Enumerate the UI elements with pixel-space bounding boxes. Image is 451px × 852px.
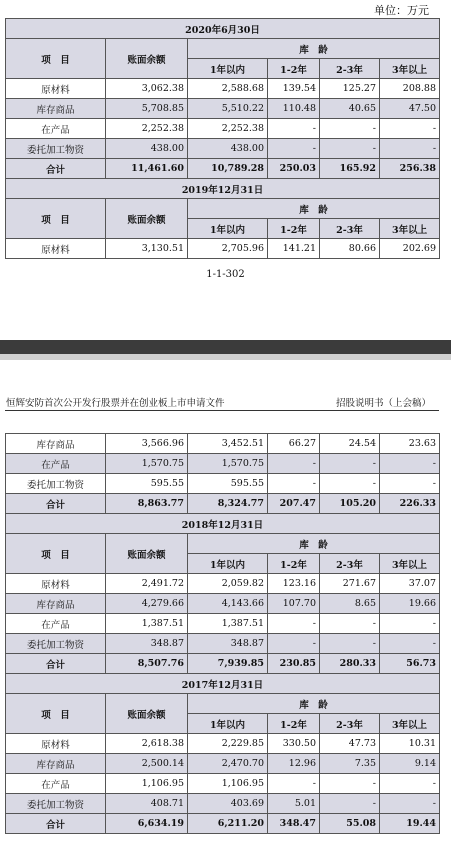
table-row bbox=[6, 99, 440, 119]
age-within-1y-cell: 2,470.70 bbox=[188, 754, 268, 774]
header-item: 项 目 bbox=[6, 39, 106, 79]
item-name: 在产品 bbox=[6, 454, 106, 474]
age-over-3y-cell: 256.38 bbox=[380, 159, 440, 179]
age-over-3y-cell: - bbox=[380, 119, 440, 139]
table-row bbox=[6, 434, 440, 454]
book-balance-cell: 3,130.51 bbox=[106, 239, 188, 259]
header-row bbox=[6, 39, 440, 59]
age-2-3y-cell: - bbox=[320, 634, 380, 654]
age-within-1y-cell: 2,252.38 bbox=[188, 119, 268, 139]
item-name: 合计 bbox=[6, 494, 106, 514]
age-over-3y-cell: - bbox=[380, 794, 440, 814]
item-name: 合计 bbox=[6, 159, 106, 179]
item-name: 库存商品 bbox=[6, 754, 106, 774]
item-name: 原材料 bbox=[6, 734, 106, 754]
age-within-1y-cell: 8,324.77 bbox=[188, 494, 268, 514]
age-2-3y-cell: - bbox=[320, 454, 380, 474]
item-name: 在产品 bbox=[6, 774, 106, 794]
header-within-1y: 1年以内 bbox=[188, 714, 268, 734]
age-1-2y-cell: 348.47 bbox=[268, 814, 320, 834]
age-2-3y-cell: 105.20 bbox=[320, 494, 380, 514]
item-name: 合计 bbox=[6, 814, 106, 834]
age-within-1y-cell: 10,789.28 bbox=[188, 159, 268, 179]
age-within-1y-cell: 7,939.85 bbox=[188, 654, 268, 674]
header-book-balance: 账面余额 bbox=[106, 694, 188, 734]
age-2-3y-cell: 55.08 bbox=[320, 814, 380, 834]
page-number: 1-1-302 bbox=[206, 269, 245, 280]
book-balance-cell: 595.55 bbox=[106, 474, 188, 494]
header-over-3y: 3年以上 bbox=[380, 714, 440, 734]
total-row bbox=[6, 494, 440, 514]
age-2-3y-cell: - bbox=[320, 139, 380, 159]
total-row bbox=[6, 159, 440, 179]
header-age: 库 龄 bbox=[188, 39, 440, 59]
age-2-3y-cell: - bbox=[320, 614, 380, 634]
book-balance-cell: 5,708.85 bbox=[106, 99, 188, 119]
age-within-1y-cell: 1,106.95 bbox=[188, 774, 268, 794]
age-over-3y-cell: - bbox=[380, 634, 440, 654]
book-balance-cell: 4,279.66 bbox=[106, 594, 188, 614]
age-2-3y-cell: - bbox=[320, 774, 380, 794]
header-1-2y: 1-2年 bbox=[268, 714, 320, 734]
page-break-bar bbox=[0, 340, 451, 354]
age-within-1y-cell: 5,510.22 bbox=[188, 99, 268, 119]
age-1-2y-cell: - bbox=[268, 119, 320, 139]
item-name: 委托加工物资 bbox=[6, 474, 106, 494]
total-row bbox=[6, 814, 440, 834]
table-row bbox=[6, 734, 440, 754]
age-within-1y-cell: 3,452.51 bbox=[188, 434, 268, 454]
book-balance-cell: 2,500.14 bbox=[106, 754, 188, 774]
table-row bbox=[6, 594, 440, 614]
age-2-3y-cell: - bbox=[320, 474, 380, 494]
header-over-3y: 3年以上 bbox=[380, 59, 440, 79]
age-within-1y-cell: 2,059.82 bbox=[188, 574, 268, 594]
age-1-2y-cell: 230.85 bbox=[268, 654, 320, 674]
table-row bbox=[6, 79, 440, 99]
item-name: 库存商品 bbox=[6, 594, 106, 614]
header-1-2y: 1-2年 bbox=[268, 59, 320, 79]
header-item: 项 目 bbox=[6, 694, 106, 734]
running-header-left: 恒辉安防首次公开发行股票并在创业板上市申请文件 bbox=[6, 398, 225, 409]
age-1-2y-cell: 139.54 bbox=[268, 79, 320, 99]
book-balance-cell: 2,618.38 bbox=[106, 734, 188, 754]
item-name: 原材料 bbox=[6, 79, 106, 99]
age-over-3y-cell: 19.44 bbox=[380, 814, 440, 834]
age-1-2y-cell: 110.48 bbox=[268, 99, 320, 119]
age-within-1y-cell: 1,387.51 bbox=[188, 614, 268, 634]
table-row bbox=[6, 119, 440, 139]
item-name: 库存商品 bbox=[6, 434, 106, 454]
age-1-2y-cell: - bbox=[268, 614, 320, 634]
book-balance-cell: 6,634.19 bbox=[106, 814, 188, 834]
header-over-3y: 3年以上 bbox=[380, 219, 440, 239]
item-name: 委托加工物资 bbox=[6, 139, 106, 159]
age-over-3y-cell: 202.69 bbox=[380, 239, 440, 259]
section-title: 2019年12月31日 bbox=[6, 179, 440, 199]
age-over-3y-cell: 37.07 bbox=[380, 574, 440, 594]
age-1-2y-cell: 141.21 bbox=[268, 239, 320, 259]
header-age: 库 龄 bbox=[188, 199, 440, 219]
age-2-3y-cell: 125.27 bbox=[320, 79, 380, 99]
age-over-3y-cell: - bbox=[380, 474, 440, 494]
age-2-3y-cell: 7.35 bbox=[320, 754, 380, 774]
age-over-3y-cell: - bbox=[380, 139, 440, 159]
book-balance-cell: 3,062.38 bbox=[106, 79, 188, 99]
age-2-3y-cell: 24.54 bbox=[320, 434, 380, 454]
section-title: 2020年6月30日 bbox=[6, 19, 440, 39]
item-name: 委托加工物资 bbox=[6, 634, 106, 654]
item-name: 原材料 bbox=[6, 574, 106, 594]
total-row bbox=[6, 654, 440, 674]
section-title: 2017年12月31日 bbox=[6, 674, 440, 694]
age-1-2y-cell: - bbox=[268, 474, 320, 494]
table-row bbox=[6, 614, 440, 634]
age-1-2y-cell: 66.27 bbox=[268, 434, 320, 454]
age-within-1y-cell: 595.55 bbox=[188, 474, 268, 494]
section-title: 2018年12月31日 bbox=[6, 514, 440, 534]
header-row bbox=[6, 694, 440, 714]
age-2-3y-cell: 8.65 bbox=[320, 594, 380, 614]
item-name: 委托加工物资 bbox=[6, 794, 106, 814]
table-row bbox=[6, 754, 440, 774]
table-row bbox=[6, 474, 440, 494]
age-2-3y-cell: - bbox=[320, 119, 380, 139]
age-2-3y-cell: 80.66 bbox=[320, 239, 380, 259]
book-balance-cell: 2,491.72 bbox=[106, 574, 188, 594]
book-balance-cell: 2,252.38 bbox=[106, 119, 188, 139]
age-2-3y-cell: - bbox=[320, 794, 380, 814]
header-rule bbox=[5, 410, 439, 411]
header-row bbox=[6, 199, 440, 219]
header-book-balance: 账面余额 bbox=[106, 39, 188, 79]
age-over-3y-cell: 23.63 bbox=[380, 434, 440, 454]
age-1-2y-cell: - bbox=[268, 634, 320, 654]
age-1-2y-cell: 123.16 bbox=[268, 574, 320, 594]
header-1-2y: 1-2年 bbox=[268, 554, 320, 574]
age-over-3y-cell: 19.66 bbox=[380, 594, 440, 614]
book-balance-cell: 1,106.95 bbox=[106, 774, 188, 794]
age-within-1y-cell: 403.69 bbox=[188, 794, 268, 814]
age-within-1y-cell: 2,705.96 bbox=[188, 239, 268, 259]
header-book-balance: 账面余额 bbox=[106, 199, 188, 239]
age-1-2y-cell: 207.47 bbox=[268, 494, 320, 514]
age-1-2y-cell: 330.50 bbox=[268, 734, 320, 754]
age-2-3y-cell: 271.67 bbox=[320, 574, 380, 594]
table-row bbox=[6, 574, 440, 594]
age-over-3y-cell: - bbox=[380, 774, 440, 794]
header-within-1y: 1年以内 bbox=[188, 219, 268, 239]
header-2-3y: 2-3年 bbox=[320, 554, 380, 574]
item-name: 在产品 bbox=[6, 119, 106, 139]
section-row bbox=[6, 514, 440, 534]
header-within-1y: 1年以内 bbox=[188, 554, 268, 574]
age-within-1y-cell: 438.00 bbox=[188, 139, 268, 159]
table-row bbox=[6, 634, 440, 654]
age-over-3y-cell: 47.50 bbox=[380, 99, 440, 119]
age-2-3y-cell: 280.33 bbox=[320, 654, 380, 674]
running-header-right: 招股说明书（上会稿） bbox=[335, 398, 431, 409]
book-balance-cell: 11,461.60 bbox=[106, 159, 188, 179]
age-1-2y-cell: 250.03 bbox=[268, 159, 320, 179]
age-within-1y-cell: 6,211.20 bbox=[188, 814, 268, 834]
age-over-3y-cell: 56.73 bbox=[380, 654, 440, 674]
header-row bbox=[6, 534, 440, 554]
age-1-2y-cell: 107.70 bbox=[268, 594, 320, 614]
age-over-3y-cell: 9.14 bbox=[380, 754, 440, 774]
item-name: 合计 bbox=[6, 654, 106, 674]
age-within-1y-cell: 348.87 bbox=[188, 634, 268, 654]
header-2-3y: 2-3年 bbox=[320, 714, 380, 734]
unit-note: 单位：万元 bbox=[374, 4, 429, 17]
age-2-3y-cell: 165.92 bbox=[320, 159, 380, 179]
age-over-3y-cell: 208.88 bbox=[380, 79, 440, 99]
section-row bbox=[6, 674, 440, 694]
age-over-3y-cell: 226.33 bbox=[380, 494, 440, 514]
page-break-shadow bbox=[0, 354, 451, 360]
book-balance-cell: 348.87 bbox=[106, 634, 188, 654]
table-row bbox=[6, 239, 440, 259]
item-name: 库存商品 bbox=[6, 99, 106, 119]
age-1-2y-cell: 5.01 bbox=[268, 794, 320, 814]
inventory-aging-table-page2 bbox=[5, 433, 440, 834]
item-name: 原材料 bbox=[6, 239, 106, 259]
section-row bbox=[6, 179, 440, 199]
age-over-3y-cell: 10.31 bbox=[380, 734, 440, 754]
age-2-3y-cell: 47.73 bbox=[320, 734, 380, 754]
table-row bbox=[6, 139, 440, 159]
book-balance-cell: 438.00 bbox=[106, 139, 188, 159]
book-balance-cell: 1,387.51 bbox=[106, 614, 188, 634]
age-1-2y-cell: - bbox=[268, 454, 320, 474]
book-balance-cell: 408.71 bbox=[106, 794, 188, 814]
book-balance-cell: 8,507.76 bbox=[106, 654, 188, 674]
age-1-2y-cell: - bbox=[268, 774, 320, 794]
age-1-2y-cell: 12.96 bbox=[268, 754, 320, 774]
age-over-3y-cell: - bbox=[380, 614, 440, 634]
header-2-3y: 2-3年 bbox=[320, 219, 380, 239]
age-within-1y-cell: 4,143.66 bbox=[188, 594, 268, 614]
table-row bbox=[6, 794, 440, 814]
header-within-1y: 1年以内 bbox=[188, 59, 268, 79]
header-age: 库 龄 bbox=[188, 694, 440, 714]
age-within-1y-cell: 2,588.68 bbox=[188, 79, 268, 99]
age-2-3y-cell: 40.65 bbox=[320, 99, 380, 119]
header-item: 项 目 bbox=[6, 534, 106, 574]
book-balance-cell: 3,566.96 bbox=[106, 434, 188, 454]
item-name: 在产品 bbox=[6, 614, 106, 634]
book-balance-cell: 8,863.77 bbox=[106, 494, 188, 514]
header-2-3y: 2-3年 bbox=[320, 59, 380, 79]
header-1-2y: 1-2年 bbox=[268, 219, 320, 239]
book-balance-cell: 1,570.75 bbox=[106, 454, 188, 474]
age-over-3y-cell: - bbox=[380, 454, 440, 474]
table-row bbox=[6, 454, 440, 474]
header-item: 项 目 bbox=[6, 199, 106, 239]
age-1-2y-cell: - bbox=[268, 139, 320, 159]
header-age: 库 龄 bbox=[188, 534, 440, 554]
age-within-1y-cell: 2,229.85 bbox=[188, 734, 268, 754]
inventory-aging-table-page1 bbox=[5, 18, 440, 259]
age-within-1y-cell: 1,570.75 bbox=[188, 454, 268, 474]
table-row bbox=[6, 774, 440, 794]
header-book-balance: 账面余额 bbox=[106, 534, 188, 574]
header-over-3y: 3年以上 bbox=[380, 554, 440, 574]
